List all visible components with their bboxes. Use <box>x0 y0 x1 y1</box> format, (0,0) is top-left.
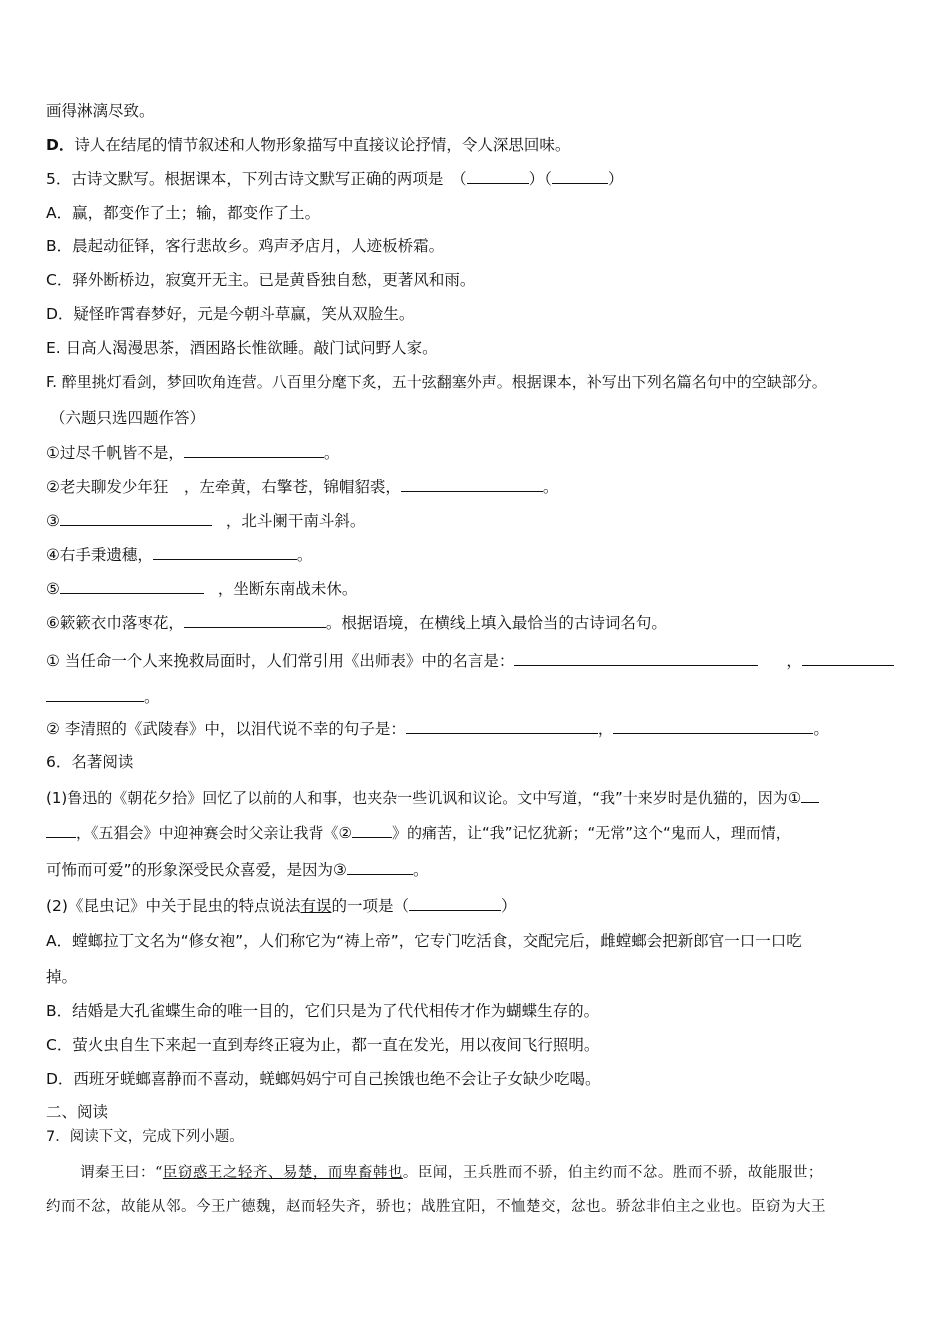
answer-blank <box>801 787 819 803</box>
answer-blank <box>352 822 392 838</box>
question-6-part-1-cont: ，《五猖会》中迎神赛会时父亲让我背《② 》的痛苦，让“我”记忆犹新；“无常”这个“鬼而人，理而情， <box>46 822 791 843</box>
section-heading: 二、阅读 <box>46 1103 109 1121</box>
question-6: 6．名著阅读 <box>46 753 134 771</box>
answer-blank <box>467 168 529 184</box>
answer-blank <box>153 544 297 560</box>
option-d: D．疑怪昨霄春梦好，元是今朝斗草赢，笑从双脸生。 <box>46 305 415 323</box>
option-b: B．结婚是大孔雀蝶生命的唯一目的，它们只是为了代代相传才作为蝴蝶生存的。 <box>46 1002 600 1020</box>
fill-item-2: ②老夫聊发少年狂 ，左牵黄，右擎苍，锦帽貂裘， 。 <box>46 478 559 496</box>
text-line: 画得淋漓尽致。 <box>46 102 155 120</box>
fill-item-1: ①过尽千帆皆不是， 。 <box>46 444 340 462</box>
instruction: （六题只选四题作答） <box>50 409 206 427</box>
answer-blank <box>46 686 144 702</box>
option-a-cont: 掉。 <box>46 968 78 986</box>
passage-line: 谓秦王曰：“臣窃惑王之轻齐、易楚，而卑畜韩也。臣闻，王兵胜而不骄，伯主约而不忿。胜而不骄，故能服世； <box>80 1165 823 1181</box>
option-d: D．西班牙蜣螂喜静而不喜动，蜣螂妈妈宁可自己挨饿也绝不会让子女缺少吃喝。 <box>46 1070 601 1088</box>
fill-item-4: ④右手秉遗穗， 。 <box>46 546 313 564</box>
fill-item-5: ⑤ ，坐断东南战未休。 <box>46 580 358 598</box>
option-b: B．晨起动征铎，客行悲故乡。鸡声矛店月，人迹板桥霜。 <box>46 237 445 255</box>
fill-item-6: ⑥簌簌衣巾落枣花， 。根据语境，在横线上填入最恰当的古诗词名句。 <box>46 614 667 632</box>
question-6-part-1: (1)鲁迅的《朝花夕拾》回忆了以前的人和事，也夹杂一些讥讽和议论。文中写道，“我”十来岁时是仇猫的，因为① <box>46 787 819 808</box>
question-6-part-2: (2)《昆虫记》中关于昆虫的特点说法有误的一项是（ ） <box>46 897 517 915</box>
passage-line: 约而不忿，故能从邻。今王广德魏，赵而轻失齐，骄也；战胜宜阳，不恤楚交，忿也。骄忿非伯主之业也。臣窃为大王 <box>46 1199 826 1215</box>
answer-blank <box>184 612 326 628</box>
answer-blank <box>184 442 324 458</box>
answer-blank <box>406 718 598 734</box>
question-5: 5．古诗文默写。根据课本，下列古诗文默写正确的两项是 （ ）（ ） <box>46 170 624 188</box>
answer-blank <box>514 650 758 666</box>
option-f: F. 醉里挑灯看剑，梦回吹角连营。八百里分麾下炙，五十弦翻塞外声。根据课本，补写出下列名篇名句中的空缺部分。 <box>46 373 827 391</box>
option-d: D．诗人在结尾的情节叙述和人物形象描写中直接议论抒情，令人深思回味。 <box>46 136 571 154</box>
answer-blank <box>613 718 813 734</box>
option-a: A．螳螂拉丁文名为“修女袍”，人们称它为“祷上帝”，它专门吃活食，交配完后，雌螳螂会把新郎官一口一口吃 <box>46 932 802 950</box>
answer-blank <box>409 895 501 911</box>
answer-blank <box>60 510 212 526</box>
underlined-sentence: 臣窃惑王之轻齐、易楚，而卑畜韩也 <box>162 1165 403 1181</box>
option-a: A．赢，都变作了土；输，都变作了土。 <box>46 204 321 222</box>
answer-blank <box>802 650 894 666</box>
question-6-part-1-end: 可怖而可爱”的形象深受民众喜爱，是因为③ 。 <box>46 861 429 879</box>
option-c: C．萤火虫自生下来起一直到寿终正寝为止，都一直在发光，用以夜间飞行照明。 <box>46 1036 600 1054</box>
context-item-2: ② 李清照的《武陵春》中，以泪代说不幸的句子是： ， 。 <box>46 720 829 738</box>
option-e: E. 日高人渴漫思茶，酒困路长惟欲睡。敲门试问野人家。 <box>46 339 438 357</box>
answer-blank <box>347 859 413 875</box>
option-c: C．驿外断桥边，寂寞开无主。已是黄昏独自愁，更著风和雨。 <box>46 271 476 289</box>
answer-blank <box>46 822 76 838</box>
answer-blank <box>401 476 543 492</box>
context-item-1-cont: 。 <box>46 686 160 707</box>
answer-blank <box>60 578 204 594</box>
fill-item-3: ③ ，北斗阑干南斗斜。 <box>46 512 366 530</box>
question-7: 7．阅读下文，完成下列小题。 <box>46 1129 244 1145</box>
context-item-1: ① 当任命一个人来挽救局面时，人们常引用《出师表》中的名言是： ， <box>46 650 894 671</box>
answer-blank <box>552 168 608 184</box>
